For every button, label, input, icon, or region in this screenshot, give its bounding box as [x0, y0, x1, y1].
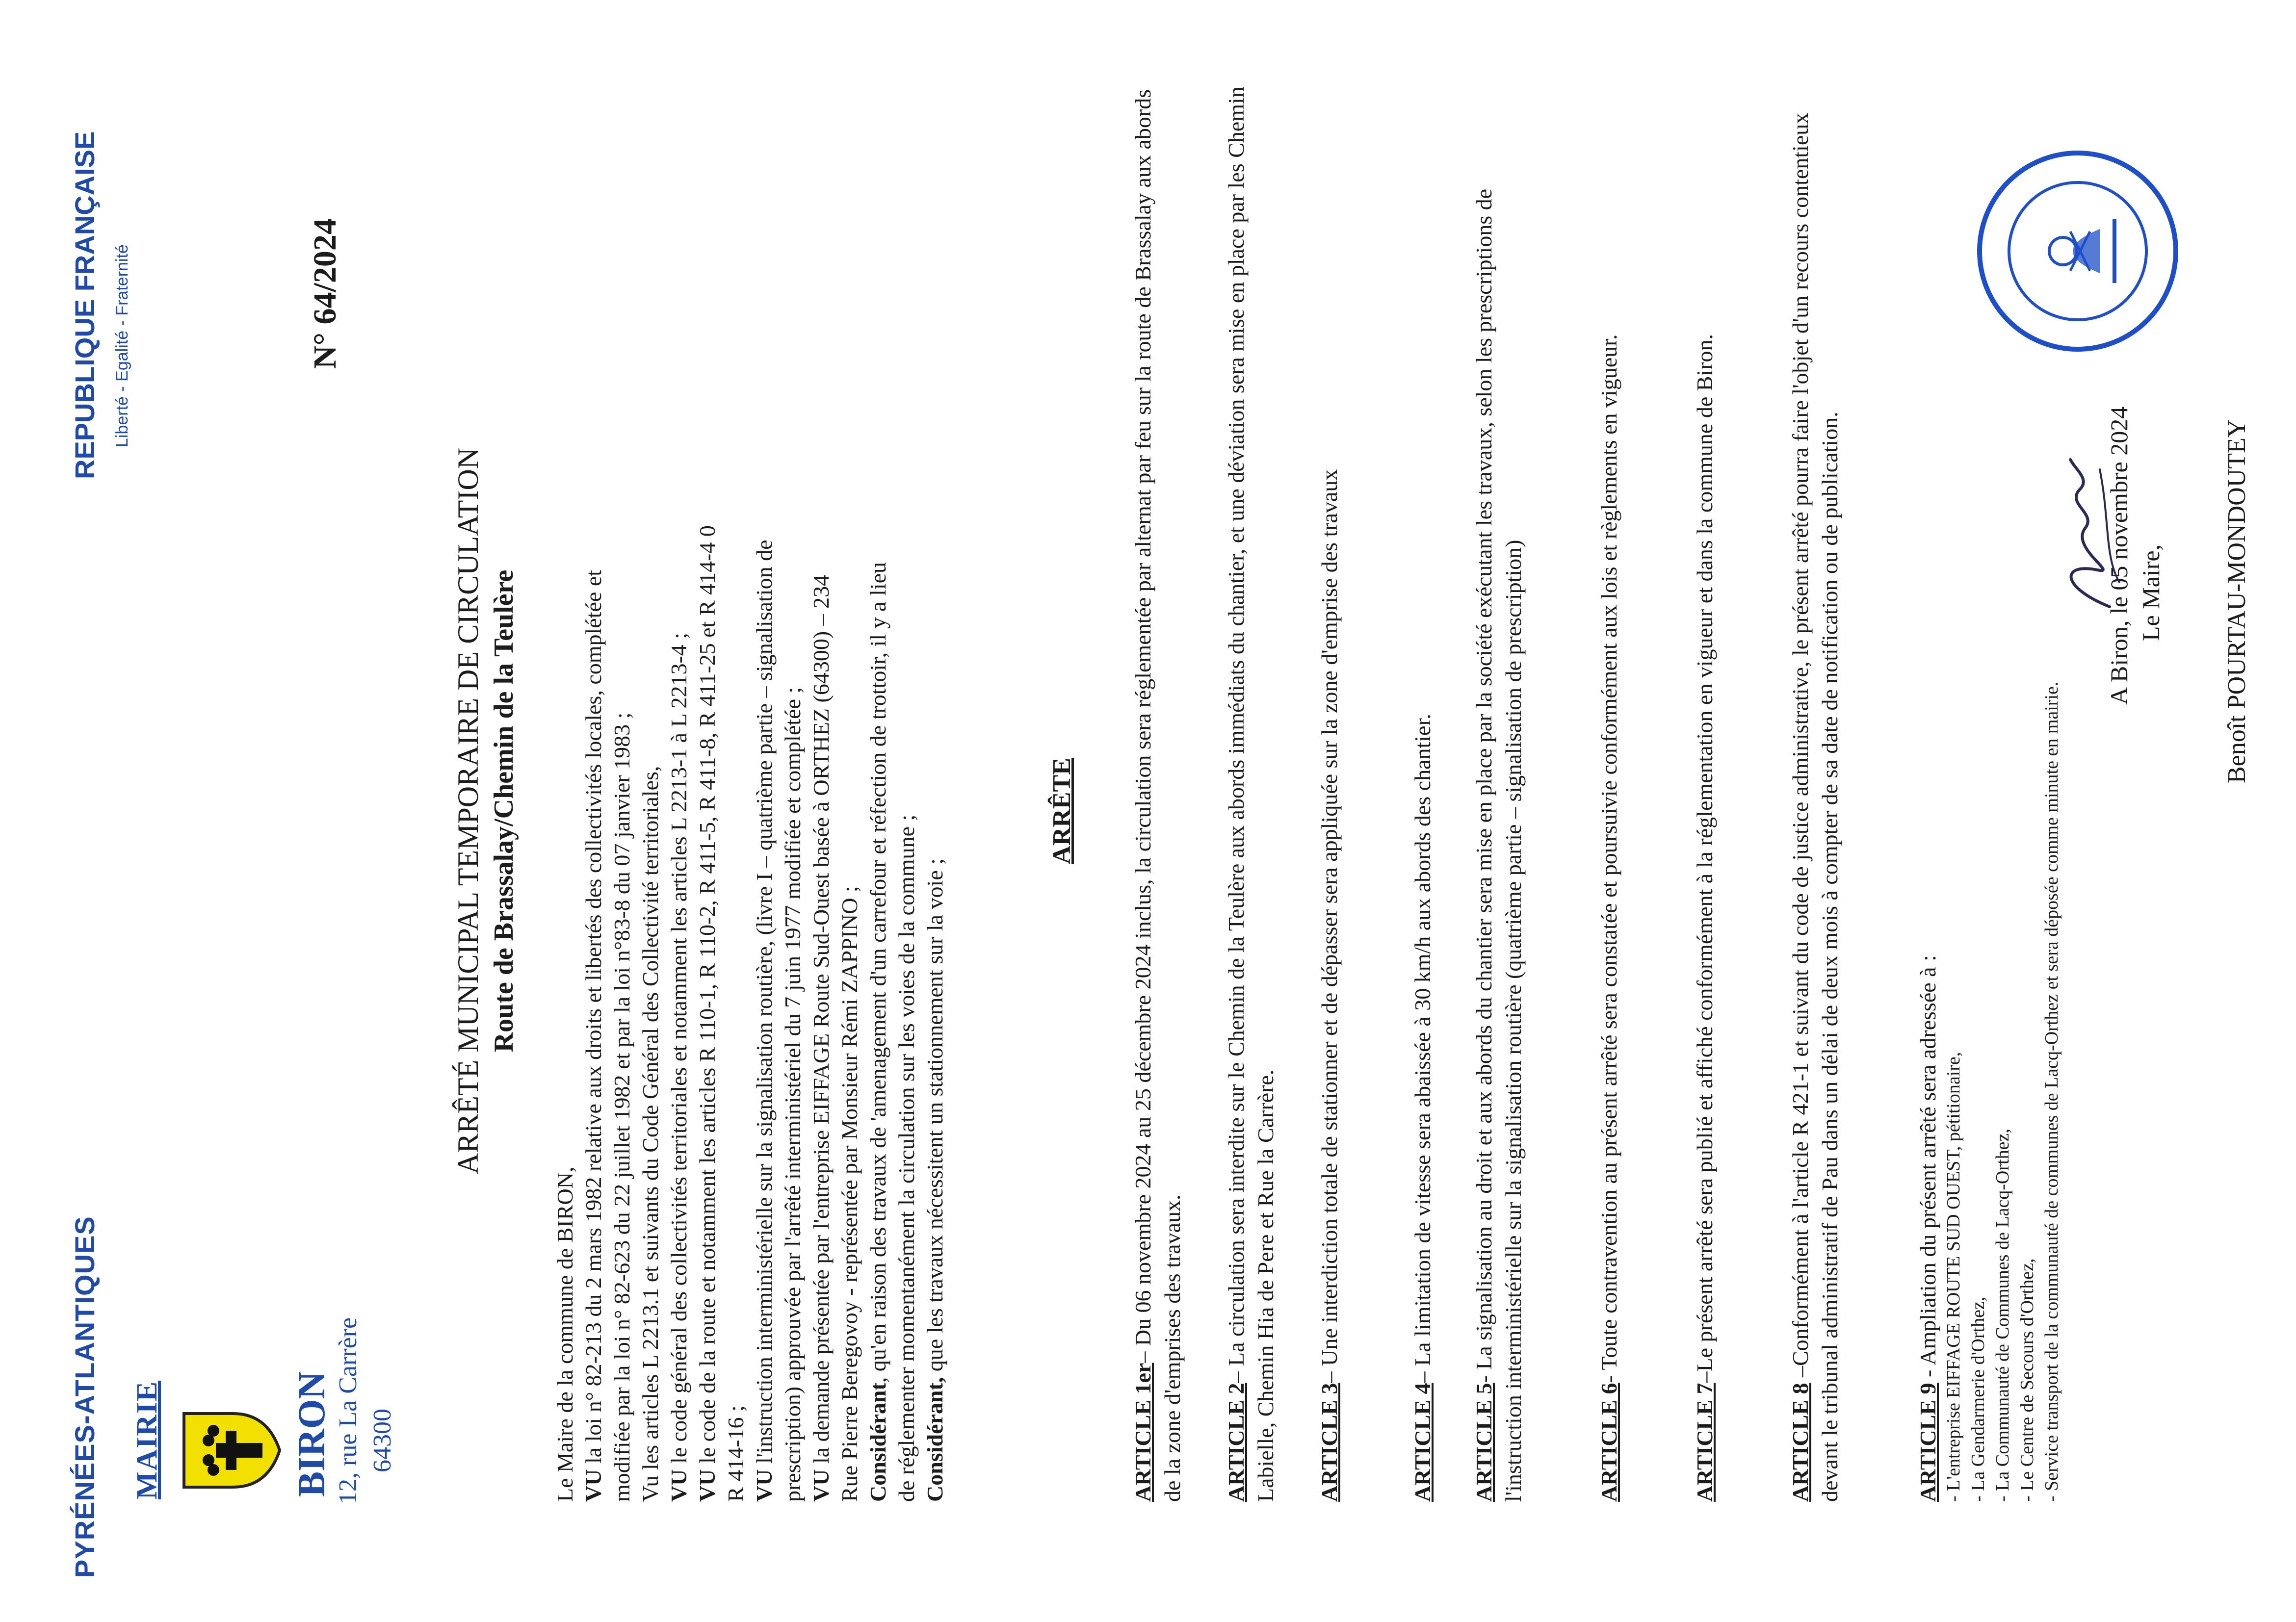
signatory-name: Benoît POURTAU-MONDOUTEY [2223, 419, 2251, 783]
address-postcode: 64300 [368, 1409, 396, 1472]
document-title: ARRÊTÉ MUNICIPAL TEMPORAIRE DE CIRCULATION [452, 447, 484, 1175]
preamble-line: VU le code général des collectivités territoriales et notamment les articles L 2213-1 à L 2213-4 ; [666, 632, 691, 1502]
republic-label: REPUBLIQUE FRANÇAISE [69, 131, 100, 479]
preamble-line: VU la demande présentée par l'entreprise EIFFAGE Route Sud-Ouest basée à ORTHEZ (64300) – 234 [809, 574, 834, 1502]
preamble-line: de réglementer momentanément la circulation sur les voies de la commune ; [894, 814, 919, 1502]
signature-place-date: A Biron, le 05 novembre 2024 [2105, 406, 2133, 705]
preamble-line: VU la loi n° 82-213 du 2 mars 1982 relative aux droits et libertés des collectivités locales, complétée et [581, 569, 606, 1502]
mairie-label: MAIRIE [130, 1380, 163, 1499]
ampliation-item: - Le Centre de Secours d'Orthez, [2017, 1258, 2037, 1502]
preamble-line: Rue Pierre Beregovoy - représentée par Monsieur Rémi ZAPPINO ; [837, 886, 862, 1502]
document-subtitle: Route de Brassalay/Chemin de la Teulère [489, 569, 519, 1053]
preamble-line: Considérant, que les travaux nécessitent un stationnement sur la voie ; [922, 858, 947, 1502]
ampliation-item: - La Gendarmerie d'Orthez, [1968, 1296, 1988, 1502]
article-5: ARTICLE 5- La signalisation au droit et aux abords du chantier sera mise en place par la société exécutant les travaux, selon les prescriptions de l'instruction interministérielle sur la signalisation routière (quatrième partie – signalisation de prescription) [1471, 188, 1526, 1502]
mairie-stamp-icon [1972, 146, 2183, 357]
preamble-line: Le Maire de la commune de BIRON, [552, 1166, 577, 1502]
article-7: ARTICLE 7–Le présent arrêté sera publié et affiché conformément à la réglementation en vigueur et dans la commune de Biron. [1692, 334, 1717, 1502]
article-4: ARTICLE 4– La limitation de vitesse sera abaissée à 30 km/h aux abords des chantier. [1410, 714, 1435, 1502]
signature-role: Le Maire, [2137, 544, 2165, 641]
article-9: ARTICLE 9 - Ampliation du présent arrêté sera adressée à : [1915, 955, 1940, 1502]
preamble-line: R 414-16 ; [723, 1405, 748, 1502]
coat-of-arms-icon [179, 1409, 282, 1492]
article-3: ARTICLE 3– Une interdiction totale de stationner et de dépasser sera appliquée sur la zone d'emprise des travaux [1317, 469, 1342, 1502]
preamble-line: modifiée par la loi n° 82-623 du 22 juillet 1982 et par la loi n°83-8 du 07 janvier 1983 ; [609, 712, 634, 1502]
preamble-line: Considérant, qu'en raison des travaux de 'amenagement d'un carrefour et réfection de trottoir, il y a lieu [865, 562, 890, 1502]
address-street: 12, rue La Carrère [334, 1317, 362, 1504]
preamble-line: VU le code de la route et notamment les articles R 110-1, R 110-2, R 411-5, R 411-8, R 411-25 et R 414-4 0 [695, 525, 720, 1502]
preamble-line: prescription) approuvée par l'arrêté interministériel du 7 juin 1977 modifiée et complétée ; [780, 687, 805, 1502]
article-2: ARTICLE 2– La circulation sera interdite sur le Chemin de la Teulère aux abords immédiats du chantier, et une déviation sera mise en place par les Chemin Labielle, Chemin Hia de Pere et Rue la Carrère. [1224, 86, 1278, 1502]
arrete-number: N° 64/2024 [307, 218, 343, 369]
article-1: ARTICLE 1er– Du 06 novembre 2024 au 25 décembre 2024 inclus, la circulation sera réglementée par alternat par feu sur la route de Brassalay aux abords de la zone d'emprises des travaux. [1130, 89, 1185, 1502]
preamble-line: Vu les articles L 2213.1 et suivants du Code Général des Collectivité territoriales, [638, 766, 663, 1502]
preamble-line: VU l'instruction interministérielle sur la signalisation routière, (livre I – quatrième partie – signalisation de [752, 540, 777, 1502]
handwritten-signature-icon [2051, 455, 2129, 617]
ampliation-item: - Service transport de la communauté de communes de Lacq-Orthez et sera déposée comme minute en mairie. [2041, 681, 2062, 1502]
arrete-heading: ARRÊTE [1048, 758, 1076, 864]
motto-label: Liberté - Egalité - Fraternité [113, 244, 131, 447]
ampliation-item: - L'entreprise EIFFAGE ROUTE SUD OUEST, pétitionaire, [1943, 1052, 1964, 1502]
article-8: ARTICLE 8 –Conformément à l'article R 421-1 et suivant du code de justice administrative, le présent arrêté pourra faire l'objet d'un recours contentieux devant le tribunal administratif de Pau dans un délai de deux mois à compter de sa date de notification ou de publication. [1788, 112, 1842, 1502]
article-6: ARTICLE 6- Toute contravention au présent arrêté sera constatée et poursuivie conformément aux lois et règlements en vigueur. [1596, 334, 1621, 1502]
department-label: PYRÉNÉES-ATLANTIQUES [69, 1216, 100, 1578]
commune-name: BIRON [290, 1371, 333, 1497]
ampliation-item: - La Communauté de Communes de Lacq-Orthez, [1992, 1129, 2013, 1502]
